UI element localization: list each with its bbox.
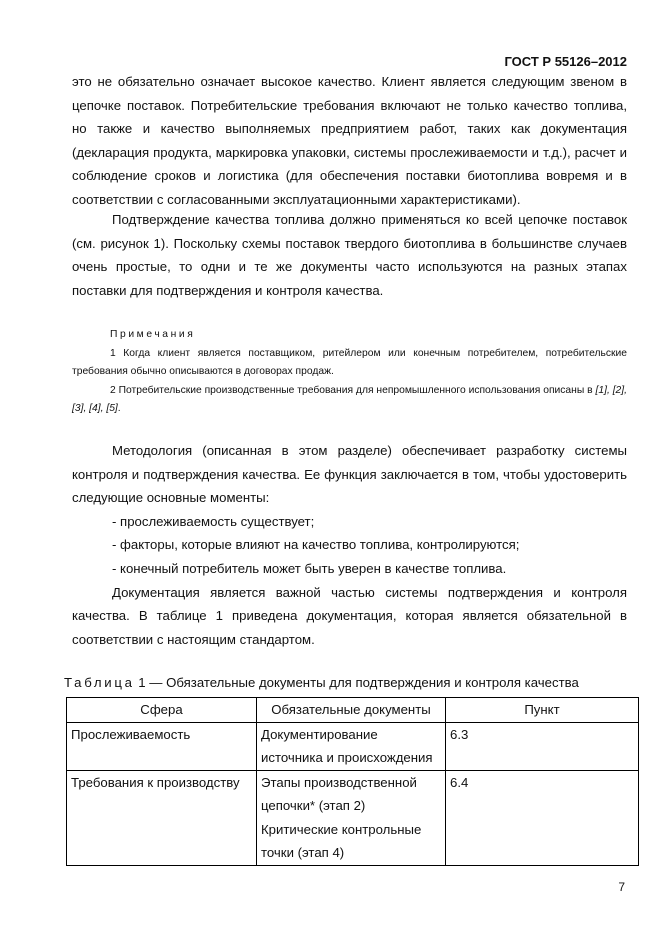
header-sphere: Сфера — [67, 698, 257, 723]
cell-line: Этапы производственной — [261, 774, 417, 790]
header-clause: Пункт — [446, 698, 639, 723]
note-2-end: . — [117, 403, 121, 414]
table-row — [67, 722, 639, 770]
note-2-text: 2 Потребительские производственные требования для непромышленного использования описаны в — [110, 384, 593, 396]
list-item: - конечный потребитель может быть уверен в качестве топлива. — [112, 560, 507, 576]
notes-title: Примечания — [110, 329, 196, 340]
cell-line: Документирование — [261, 726, 378, 742]
mandatory-documents-table — [66, 697, 639, 866]
cell-line: точки (этап 4) — [261, 845, 345, 860]
list-item: - факторы, которые влияют на качество топлива, контролируются; — [112, 537, 520, 553]
cell-documents — [257, 722, 446, 770]
notes-block — [72, 326, 627, 419]
cell-line: цепочки* (этап 2) — [261, 798, 366, 813]
paragraph-quality-confirmation — [72, 208, 627, 302]
table-caption-text: 1 — Обязательные документы для подтверждения и контроля качества — [134, 675, 579, 690]
cell-sphere: Требования к производству — [67, 770, 257, 865]
paragraph-3: Методология (описанная в этом разделе) обеспечивает разработку системы контроля и подтверждения качества. Ее функция заключается в том, чтобы удостоверить следующие основные моменты: — [72, 443, 627, 506]
note-1: 1 Когда клиент является поставщиком, ритейлером или конечным потребителем, потребительские требования обычно описываются в договорах продаж. — [72, 347, 627, 377]
document-code: ГОСТ Р 55126–2012 — [504, 54, 627, 69]
cell-line: источника и происхождения — [261, 750, 433, 765]
table-row — [67, 770, 639, 865]
cell-clause[interactable]: 6.3 — [446, 722, 639, 770]
paragraph-4: Документация является важной частью системы подтверждения и контроля качества. В таблице 1 приведена документация, которая является обязательной в соответствии с настоящим стандартом. — [72, 584, 627, 647]
paragraph-2: Подтверждение качества топлива должно применяться ко всей цепочке поставок (см. рисунок 1). Поскольку схемы поставок твердого биотоплива в большинстве случаев очень простые, то одни и те же документы часто используются на разных этапах поставки для подтверждения и контроля качества. — [72, 212, 627, 298]
note-2 — [72, 382, 627, 419]
table-caption — [64, 674, 579, 692]
paragraph-1: это не обязательно означает высокое качество. Клиент является следующим звеном в цепочке поставок. Потребительские требования включают не только качество топлива, но также и качество выполняемых предприятием работ, таких как документация (декларация продукта, маркировка упаковки, системы прослеживаемости и т.д.), расчет и соблюдение сроков и логистика (для обеспечения поставки биотоплива вовремя и в соответствии с согласованными эксплуатационными характеристиками). — [72, 74, 627, 207]
cell-line: Критические контрольные — [261, 821, 422, 837]
cell-documents — [257, 770, 446, 865]
header-documents: Обязательные документы — [257, 698, 446, 723]
methodology-section — [72, 439, 627, 651]
cell-sphere: Прослеживаемость — [67, 722, 257, 770]
table-header-row — [67, 698, 639, 723]
paragraph-consumer-requirements — [72, 70, 627, 212]
cell-clause[interactable]: 6.4 — [446, 770, 639, 865]
table-caption-label: Таблица — [64, 675, 135, 690]
note-2-references[interactable]: [1], [2], [3], [4], [5] — [72, 384, 628, 414]
list-item: - прослеживаемость существует; — [112, 513, 315, 529]
page-number: 7 — [618, 880, 625, 894]
